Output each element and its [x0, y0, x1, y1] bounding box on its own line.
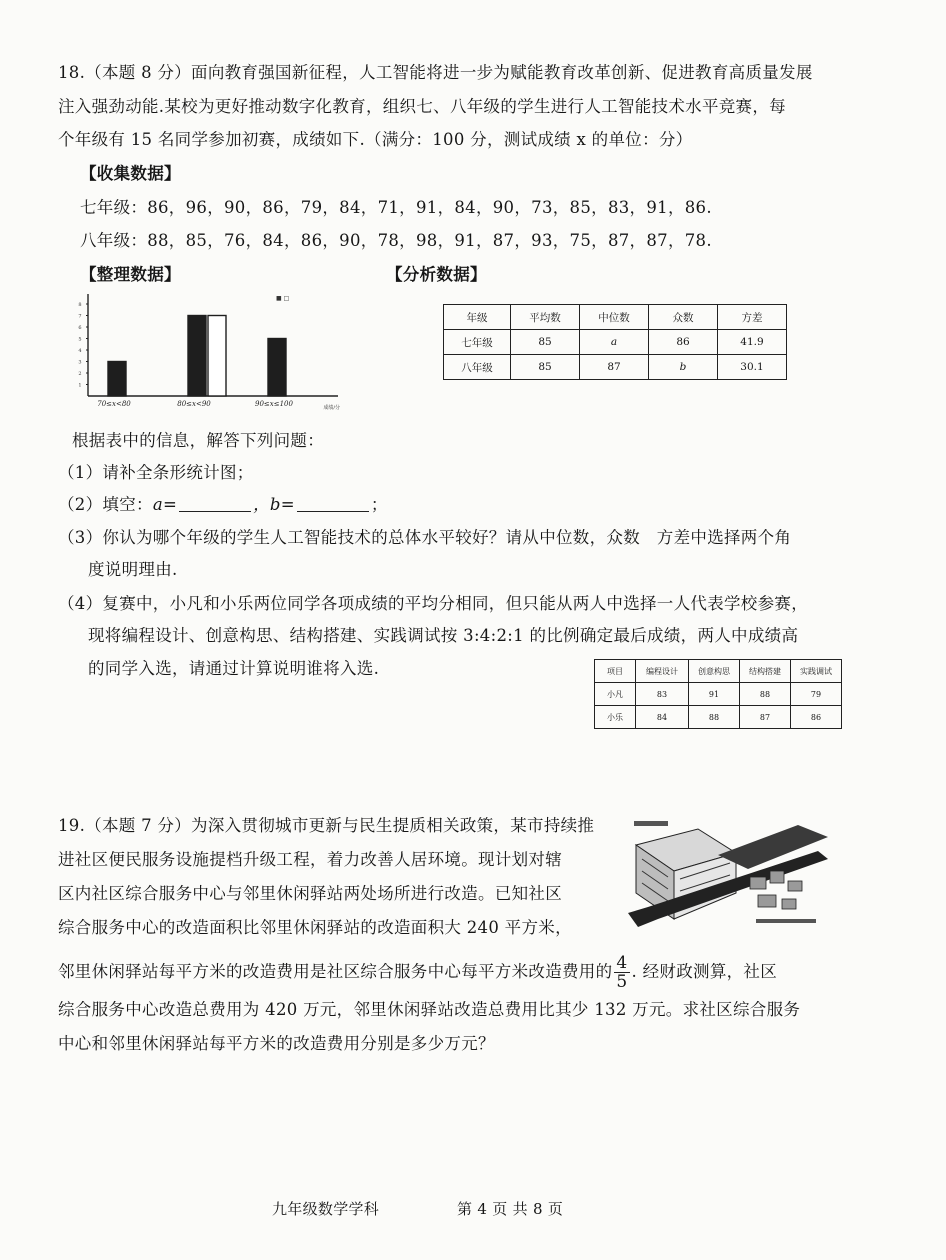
score-cell: 88 — [740, 683, 791, 706]
q18-part-4-line-3: 的同学入选，请通过计算说明谁将入选. — [88, 659, 380, 678]
q18-intro: 根据表中的信息，解答下列问题： — [72, 431, 324, 450]
stats-cell: 85 — [511, 330, 580, 355]
score-header-cell: 项目 — [595, 660, 636, 683]
grade7-data: 七年级：86，96，90，86，79，84，71，91，84，90，73，85，83，91，86. — [80, 198, 712, 217]
score-cell: 84 — [636, 706, 689, 729]
bar-grade7-1 — [108, 362, 126, 397]
blank-a-label: a= — [152, 495, 178, 514]
grade-bar-chart — [70, 288, 350, 418]
score-cell: 88 — [689, 706, 740, 729]
y-tick-label: 8 — [78, 302, 82, 308]
score-cell: 91 — [689, 683, 740, 706]
bar-grade7-2 — [188, 316, 206, 397]
score-cell: 83 — [636, 683, 689, 706]
q18-line-2: 注入强劲动能.某校为更好推动数字化教育，组织七、八年级的学生进行人工智能技术水平竞赛，每 — [58, 97, 786, 116]
score-cell: 小乐 — [595, 706, 636, 729]
blank-b-label: ，b= — [253, 495, 295, 514]
y-tick-label: 3 — [78, 359, 82, 366]
q19-line-2: 进社区便民服务设施提档升级工程，着力改善人居环境。现计划对辖 — [58, 850, 562, 869]
bar-grade8-2 — [208, 316, 226, 397]
score-table — [594, 659, 842, 729]
stats-row-grade8 — [444, 355, 787, 380]
score-cell: 小凡 — [595, 683, 636, 706]
q19-line-4: 综合服务中心的改造面积比邻里休闲驿站的改造面积大 240 平方米， — [58, 918, 572, 937]
stats-cell: 30.1 — [718, 355, 787, 380]
q18-part-3-line-1: （3）你认为哪个年级的学生人工智能技术的总体水平较好？请从中位数，众数 方差中选择两个角 — [58, 528, 792, 547]
community-illustration — [628, 815, 828, 935]
score-header-cell: 编程设计 — [636, 660, 689, 683]
q18-part-2 — [58, 494, 388, 516]
analyze-data-title: 【分析数据】 — [386, 265, 487, 284]
blank-a[interactable] — [179, 495, 251, 512]
score-header-cell: 实践调试 — [791, 660, 842, 683]
stats-header-row — [444, 305, 787, 330]
footer-subject: 九年级数学学科 — [272, 1200, 380, 1218]
collect-data-title: 【收集数据】 — [80, 164, 181, 183]
chart-legend: ■ □ — [276, 295, 290, 302]
q18-part-3-line-2: 度说明理由. — [88, 560, 178, 579]
q18-part-4-line-1: （4）复赛中，小凡和小乐两位同学各项成绩的平均分相同，但只能从两人中选择一人代表学校参赛， — [58, 594, 808, 613]
q18-part-1: （1）请补全条形统计图； — [58, 463, 254, 482]
organize-data-title: 【整理数据】 — [80, 265, 181, 284]
score-cell: 79 — [791, 683, 842, 706]
score-header-cell: 结构搭建 — [740, 660, 791, 683]
score-row-xiaole — [595, 706, 842, 729]
x-category-label: 70≤x<80 — [97, 400, 131, 408]
q18-line-3: 个年级有 15 名同学参加初赛，成绩如下.（满分：100 分，测试成绩 x 的单位：分） — [58, 130, 693, 149]
y-tick-label: 1 — [78, 382, 82, 389]
x-category-label: 90≤x≤100 — [255, 400, 293, 408]
fraction-denominator: 5 — [616, 972, 628, 992]
stats-row-grade7 — [444, 330, 787, 355]
q18-part-2-end: ； — [370, 495, 388, 514]
q19-line-6: 综合服务中心改造总费用为 420 万元，邻里休闲驿站改造总费用比其少 132 万元。求社区综合服务 — [58, 1000, 801, 1019]
x-category-label: 80≤x<90 — [177, 400, 211, 408]
score-header-row — [595, 660, 842, 683]
score-cell: 86 — [791, 706, 842, 729]
stats-header-cell: 中位数 — [580, 305, 649, 330]
blank-b[interactable] — [297, 495, 369, 512]
y-tick-label: 2 — [78, 371, 82, 377]
fraction-four-fifths — [614, 954, 629, 991]
stats-header-cell: 平均数 — [511, 305, 580, 330]
stats-table-container — [443, 304, 787, 380]
q18-part-4-line-2: 现将编程设计、创意构思、结构搭建、实践调试按 3:4:2:1 的比例确定最后成绩，两人中成绩高 — [88, 626, 799, 645]
stats-cell: 七年级 — [444, 330, 511, 355]
score-row-xiaofan — [595, 683, 842, 706]
stats-table — [443, 304, 787, 380]
stats-header-cell: 众数 — [649, 305, 718, 330]
score-cell: 87 — [740, 706, 791, 729]
q18-line-1: 18.（本题 8 分）面向教育强国新征程，人工智能将进一步为赋能教育改革创新、促进教育高质量发展 — [58, 63, 813, 82]
y-tick-label: 6 — [78, 325, 82, 331]
q19-line-5-before: 邻里休闲驿站每平方米的改造费用是社区综合服务中心每平方米改造费用的 — [58, 962, 613, 981]
q19-line-5 — [58, 954, 777, 991]
stats-cell: 87 — [580, 355, 649, 380]
grade8-data: 八年级：88，85，76，84，86，90，78，98，91，87，93，75，87，87，78. — [80, 231, 712, 250]
y-tick-label: 7 — [78, 313, 82, 320]
q19-line-7: 中心和邻里休闲驿站每平方米的改造费用分别是多少万元？ — [58, 1034, 495, 1053]
stats-cell: b — [649, 355, 718, 380]
stats-header-cell: 年级 — [444, 305, 511, 330]
q18-part-2-prefix: （2）填空： — [58, 495, 153, 514]
stats-cell: 41.9 — [718, 330, 787, 355]
q19-line-1: 19.（本题 7 分）为深入贯彻城市更新与民生提质相关政策，某市持续推 — [58, 816, 595, 835]
y-tick-label: 4 — [78, 348, 82, 354]
y-tick-label: 5 — [78, 336, 82, 343]
fraction-numerator: 4 — [616, 953, 628, 973]
stats-cell: 八年级 — [444, 355, 511, 380]
q19-line-5-after: . 经财政测算，社区 — [631, 962, 778, 981]
bar-grade7-3 — [268, 339, 286, 397]
score-header-cell: 创意构思 — [689, 660, 740, 683]
x-axis-unit: 成绩/分 — [323, 405, 340, 411]
stats-cell: a — [580, 330, 649, 355]
score-table-container — [594, 659, 842, 729]
stats-cell: 85 — [511, 355, 580, 380]
stats-header-cell: 方差 — [718, 305, 787, 330]
footer-page-number: 第 4 页 共 8 页 — [457, 1200, 564, 1218]
q19-line-3: 区内社区综合服务中心与邻里休闲驿站两处场所进行改造。已知社区 — [58, 884, 562, 903]
stats-cell: 86 — [649, 330, 718, 355]
